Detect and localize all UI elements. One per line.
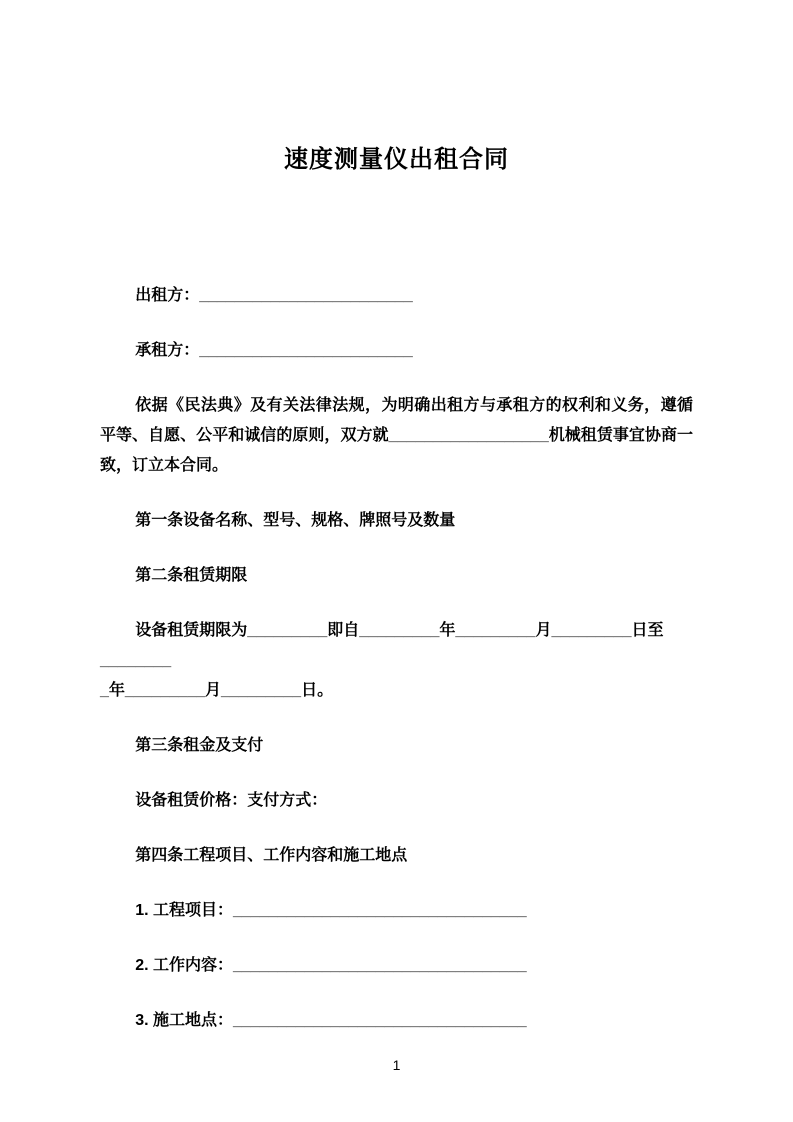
- page-number: 1: [392, 1057, 401, 1073]
- clause-2-heading: 第二条租赁期限: [135, 567, 248, 584]
- item-work-content: 2. 工作内容：_________________________________: [135, 957, 527, 974]
- lessor-label: 出租方：: [135, 287, 200, 304]
- term-line-2: _年_________月_________日。: [100, 682, 334, 699]
- item-project: 1. 工程项目：_________________________________: [135, 902, 527, 919]
- lessor-line: [100, 281, 693, 311]
- clause-1-heading: 第一条设备名称、型号、规格、牌照号及数量: [135, 512, 456, 529]
- intro-text-2: 机械租赁事宜协商一致，订立本合同。: [100, 427, 693, 474]
- item-construction-site: 3. 施工地点：_________________________________: [135, 1012, 527, 1029]
- term-line-1: 设备租赁期限为_________即自_________年_________月_________日至________: [100, 622, 664, 669]
- clause-3-heading: 第三条租金及支付: [135, 737, 264, 754]
- lessor-blank: ________________________: [199, 287, 413, 304]
- lessee-blank: ________________________: [199, 342, 413, 359]
- document-title: 速度测量仪出租合同: [284, 146, 509, 173]
- clause-4-heading: 第四条工程项目、工作内容和施工地点: [135, 847, 408, 864]
- lessee-label: 承租方：: [135, 342, 200, 359]
- intro-paragraph: [100, 391, 693, 481]
- lessee-line: [100, 336, 693, 366]
- intro-text-1: 依据《民法典》及有关法律法规，为明确出租方与承租方的权利和义务，遵循平等、自愿、公平和诚信的原则，双方就: [100, 397, 693, 444]
- term-paragraph: [100, 616, 693, 706]
- intro-blank: __________________: [388, 427, 549, 444]
- price-line: 设备租赁价格：支付方式：: [135, 792, 328, 809]
